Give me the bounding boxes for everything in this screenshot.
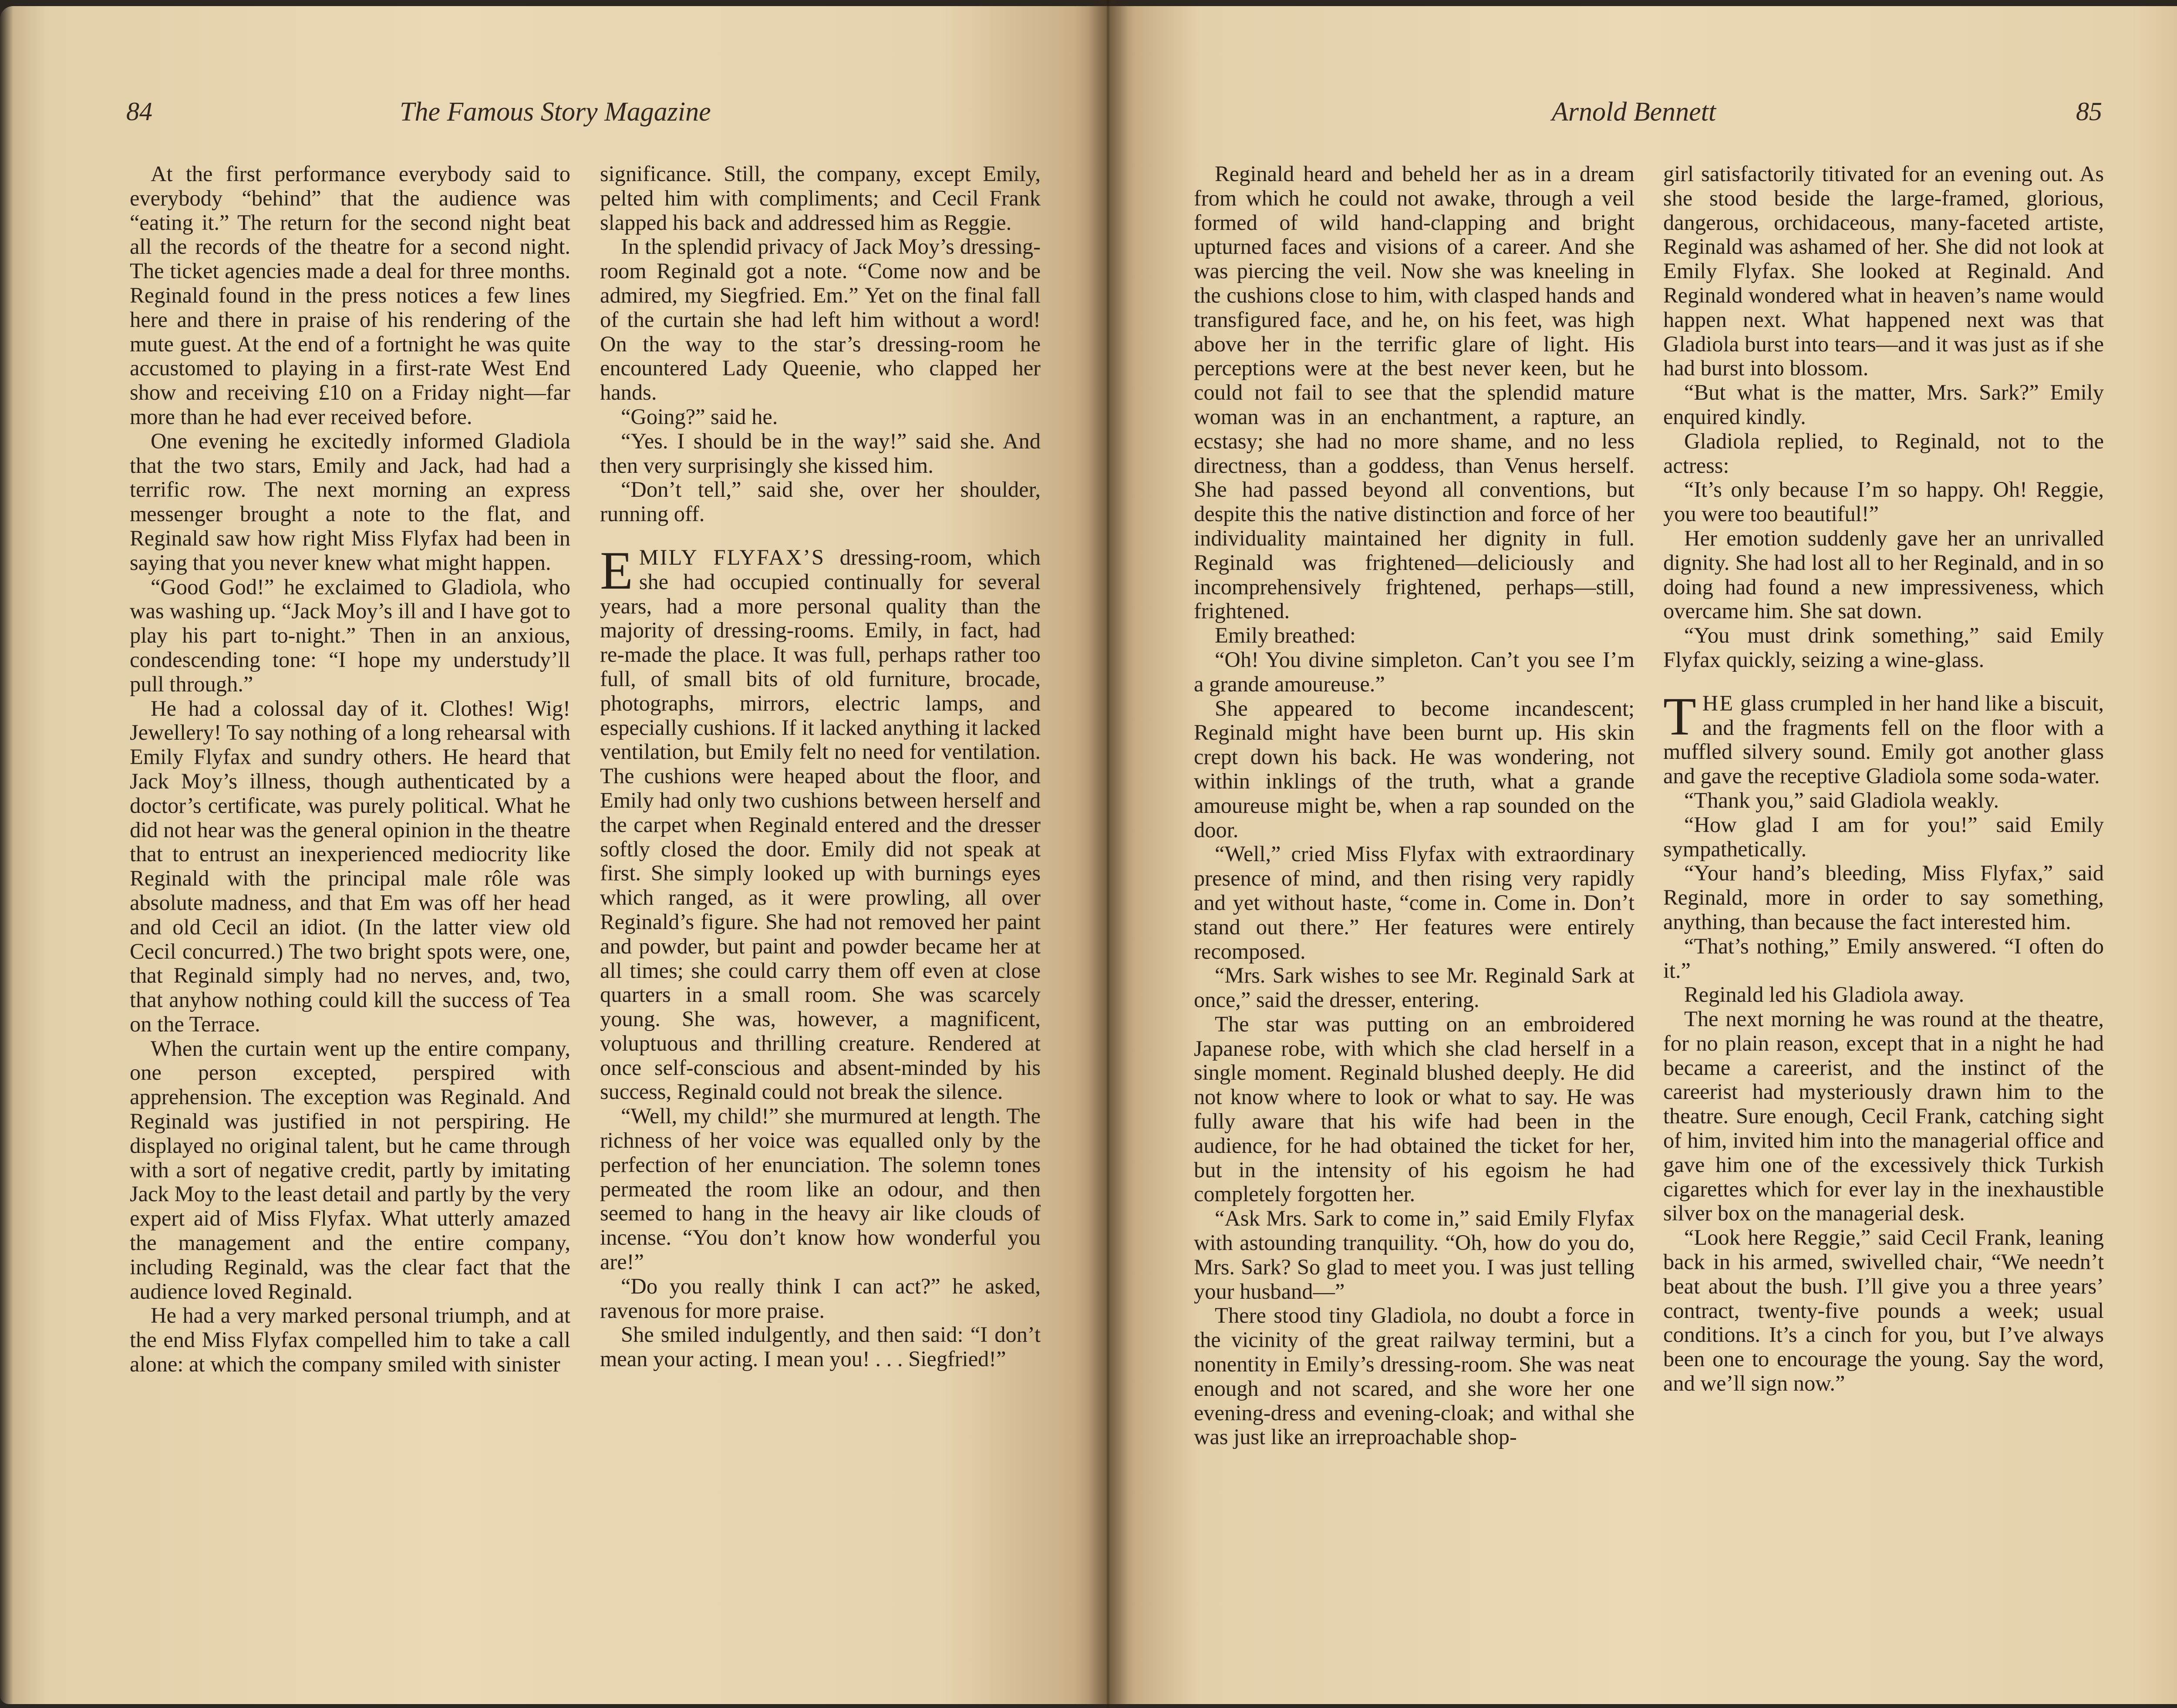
paragraph: “Your hand’s bleeding, Miss Flyfax,” said Reginald, more in order to say something, anything, than because the fact interested him. bbox=[1663, 861, 2104, 934]
paragraph: “Good God!” he exclaimed to Gladiola, who was washing up. “Jack Moy’s ill and I have got to play his part to-night.” Then in an anxious, condescending tone: “I hope my understudy’ll pull through.” bbox=[130, 574, 570, 696]
paragraph: Reginald led his Gladiola away. bbox=[1684, 982, 1965, 1007]
text-column-2 bbox=[600, 162, 1041, 1371]
paragraph: “Look here Reggie,” said Cecil Frank, leaning back in his armed, swivelled chair, “We needn’t beat about the bush. I’ll give you a three years’ contract, twenty-five pounds a week; usual conditions. It’s a cinch for you, but I’ve always been one to encourage the young. Say the word, and we’ll sign now.” bbox=[1663, 1225, 2104, 1396]
paragraph: significance. Still, the company, except Emily, pelted him with compliments; and Cecil Frank slapped his back and addressed him as Reggie. bbox=[600, 162, 1041, 235]
drop-cap: T bbox=[1663, 686, 1696, 746]
running-head: Arnold Bennett bbox=[1552, 97, 1716, 127]
paragraph: She appeared to become incandescent; Reginald might have been burnt up. His skin crept down his back. He was wondering, not within inklings of the truth, what a grande amoureuse might be, when a rap sounded on the door. bbox=[1194, 696, 1634, 842]
paragraph: “Do you really think I can act?” he asked, ravenous for more praise. bbox=[600, 1273, 1041, 1323]
paragraph: “Well,” cried Miss Flyfax with extraordinary presence of mind, and then rising very rapidly and yet without haste, “come in. Come in. Don’t stand out there.” Her features were entirely recomposed. bbox=[1194, 842, 1634, 963]
paragraph: “It’s only because I’m so happy. Oh! Reggie, you were too beautiful!” bbox=[1663, 477, 2104, 526]
paragraph: “How glad I am for you!” said Emily sympathetically. bbox=[1663, 812, 2104, 861]
paragraph: In the splendid privacy of Jack Moy’s dressing-room Reginald got a note. “Come now and be admired, my Siegfried. Em.” Yet on the final fall of the curtain she had left him without a word! On the way to the star’s dressing-room he encountered Lady Queenie, who clapped her hands. bbox=[600, 234, 1041, 405]
right-page bbox=[1107, 6, 2177, 1704]
text-column-1 bbox=[1194, 162, 1634, 1449]
section-opening-paragraph bbox=[600, 540, 1041, 1104]
text-column-1 bbox=[130, 162, 570, 1377]
paragraph: “Yes. I should be in the way!” said she. And then very surprisingly she kissed him. bbox=[600, 428, 1041, 478]
paragraph: He had a colossal day of it. Clothes! Wig! Jewellery! To say nothing of a long rehearsal with Emily Flyfax and sundry others. He heard that Jack Moy’s illness, though authenticated by a doctor’s certificate, was purely political. What he did not hear was the general opinion in the theatre that to entrust an inexperienced mediocrity like Reginald with the principal male rôle was absolute madness, and that Em was off her head and old Cecil an idiot. (In the latter view old Cecil concurred.) The two bright spots were, one, that Reginald simply had no nerves, and, two, that anyhow nothing could kill the success of Tea on the Terrace. bbox=[130, 696, 570, 1036]
left-page bbox=[0, 6, 1107, 1704]
paragraph: “Mrs. Sark wishes to see Mr. Reginald Sark at once,” said the dresser, entering. bbox=[1194, 963, 1634, 1012]
small-caps-lead: HE bbox=[1702, 691, 1735, 715]
paragraph: He had a very marked personal triumph, and at the end Miss Flyfax compelled him to take a call alone: at which the company smiled with sinister bbox=[130, 1303, 570, 1377]
paragraph: “But what is the matter, Mrs. Sark?” Emily enquired kindly. bbox=[1663, 380, 2104, 429]
paragraph: The star was putting on an embroidered Japanese robe, with which she clad herself in a single moment. Reginald blushed deeply. He did not know where to look or what to say. He was fully aware that his wife had been in the audience, for he had obtained the ticket for her, but in the intensity of his egoism he had completely forgotten her. bbox=[1194, 1011, 1634, 1206]
section-opening-paragraph bbox=[1663, 686, 2104, 788]
paragraph: “Going?” said he. bbox=[621, 404, 778, 429]
paragraph: “Don’t tell,” said she, over her shoulder, running off. bbox=[600, 477, 1041, 526]
text-column-2 bbox=[1663, 162, 2104, 1396]
paragraph: Emily breathed: bbox=[1215, 623, 1356, 648]
paragraph: Reginald heard and beheld her as in a dream from which he could not awake, through a veil formed of wild hand-clapping and bright upturned faces and visions of a career. And she was piercing the veil. Now she was kneeling in the cushions close to him, with clasped hands and transfigured face, and he, on his feet, was high above her in the terrific glare of light. His perceptions were at the best never keen, but he could not fail to see that the splendid mature woman was in an enchantment, a rapture, an ecstasy; she had no more shame, and no less directness, than a goddess, than Venus herself. She had passed beyond all conventions, but despite this the native distinction and force of her individuality maintained her dignity in full. Reginald was frightened—deliciously and incomprehensively frightened, perhaps—still, frightened. bbox=[1194, 162, 1634, 623]
page-number: 84 bbox=[126, 97, 152, 126]
page-number: 85 bbox=[2076, 97, 2102, 126]
paragraph: One evening he excitedly informed Gladiola that the two stars, Emily and Jack, had had a terrific row. The next morning an express messenger brought a note to the flat, and Reginald saw how right Miss Flyfax had been in saying that you never knew what might happen. bbox=[130, 428, 570, 575]
paragraph: girl satisfactorily titivated for an evening out. As she stood beside the large-framed, glorious, dangerous, orchidaceous, many-faceted artiste, Reginald was ashamed of her. She did not look at Emily Flyfax. She looked at Reginald. And Reginald wondered what in heaven’s name would happen next. What happened next was that Gladiola burst into tears—and it was just as if she had burst into blossom. bbox=[1663, 162, 2104, 381]
paragraph-text: glass crumpled in her hand like a biscuit, and the fragments fell on the floor with a muffled silvery sound. Emily got another glass and gave the receptive Gladiola some soda-water. bbox=[1663, 691, 2104, 788]
paragraph: “Well, my child!” she murmured at length. The richness of her voice was equalled only by the perfection of her enunciation. The solemn tones permeated the room like an odour, and then seemed to hang in the heavy air like clouds of incense. “You don’t know how wonderful you are!” bbox=[600, 1104, 1041, 1274]
paragraph: “Thank you,” said Gladiola weakly. bbox=[1684, 788, 1999, 812]
paragraph: “Ask Mrs. Sark to come in,” said Emily Flyfax with astounding tranquility. “Oh, how do you do, Mrs. Sark? So glad to meet you. I was just telling your husband—” bbox=[1194, 1206, 1634, 1304]
paragraph: She smiled indulgently, and then said: “I don’t mean your acting. I mean you! . . . Siegfried!” bbox=[600, 1322, 1041, 1371]
paragraph: Gladiola replied, to Reginald, not to the actress: bbox=[1663, 428, 2104, 478]
small-caps-lead: MILY FLYFAX’S bbox=[639, 545, 825, 569]
paragraph: “That’s nothing,” Emily answered. “I often do it.” bbox=[1663, 933, 2104, 983]
section-break bbox=[600, 526, 1041, 546]
drop-cap: E bbox=[600, 540, 633, 600]
paragraph: Her emotion suddenly gave her an unrivalled dignity. She had lost all to her Reginald, and in so doing had found a new impressiveness, which overcame him. She sat down. bbox=[1663, 526, 2104, 623]
paragraph-text: dressing-room, which she had occupied continually for several years, had a more personal quality than the majority of dressing-rooms. Emily, in fact, had re-made the place. It was full, perhaps rather too full, of small bits of old furniture, brocade, photographs, mirrors, electric lamps, and especially cushions. If it lacked anything it lacked ventilation, but Emily felt no need for ventilation. The cushions were heaped about the floor, and Emily had only two cushions between herself and the carpet when Reginald entered and the dresser softly closed the door. Emily did not speak at first. She simply looked up with burnings eyes which ranged, as it were prowling, all over Reginald’s figure. She had not removed her paint and powder, but paint and powder became her at all times; she could carry them off even at close quarters in a small room. She was scarcely young. She was, however, a magnificent, voluptuous and thrilling creature. Rendered at once self-conscious and absent-minded by his success, Reginald could not break the silence. bbox=[600, 545, 1041, 1104]
paragraph: There stood tiny Gladiola, no doubt a force in the vicinity of the great railway termini, but a nonentity in Emily’s dressing-room. She was neat enough and not scared, and she wore her one evening-dress and evening-cloak; and withal she was just like an irreproachable shop- bbox=[1194, 1303, 1634, 1449]
section-break bbox=[1663, 672, 2104, 691]
paragraph: “Oh! You divine simpleton. Can’t you see I’m a grande amoureuse.” bbox=[1194, 647, 1634, 696]
paragraph: The next morning he was round at the theatre, for no plain reason, except that in a night he had became a careerist, and the instinct of the careerist had mysteriously drawn him to the theatre. Sure enough, Cecil Frank, catching sight of him, invited him into the managerial office and gave him one of the excessively thick Turkish cigarettes which for ever lay in the inexhaustible silver box on the managerial desk. bbox=[1663, 1007, 2104, 1226]
paragraph: “You must drink something,” said Emily Flyfax quickly, seizing a wine-glass. bbox=[1663, 623, 2104, 672]
paragraph: When the curtain went up the entire company, one person excepted, perspired with apprehension. The exception was Reginald. And Reginald was justified in not perspiring. He displayed no original talent, but he came through with a sort of negative credit, partly by imitating Jack Moy to the least detail and partly by the very expert aid of Miss Flyfax. What utterly amazed the management and the entire company, including Reginald, was the clear fact that the audience loved Reginald. bbox=[130, 1036, 570, 1304]
paragraph: At the first performance everybody said to everybody “behind” that the audience was “eating it.” The return for the second night beat all the records of the theatre for a second night. The ticket agencies made a deal for three months. Reginald found in the press notices a few lines here and there in praise of his rendering of the mute guest. At the end of a fortnight he was quite accustomed to playing in a first-rate West End show and receiving £10 on a Friday night—far more than he had ever received before. bbox=[130, 162, 570, 429]
running-head: The Famous Story Magazine bbox=[400, 97, 711, 127]
